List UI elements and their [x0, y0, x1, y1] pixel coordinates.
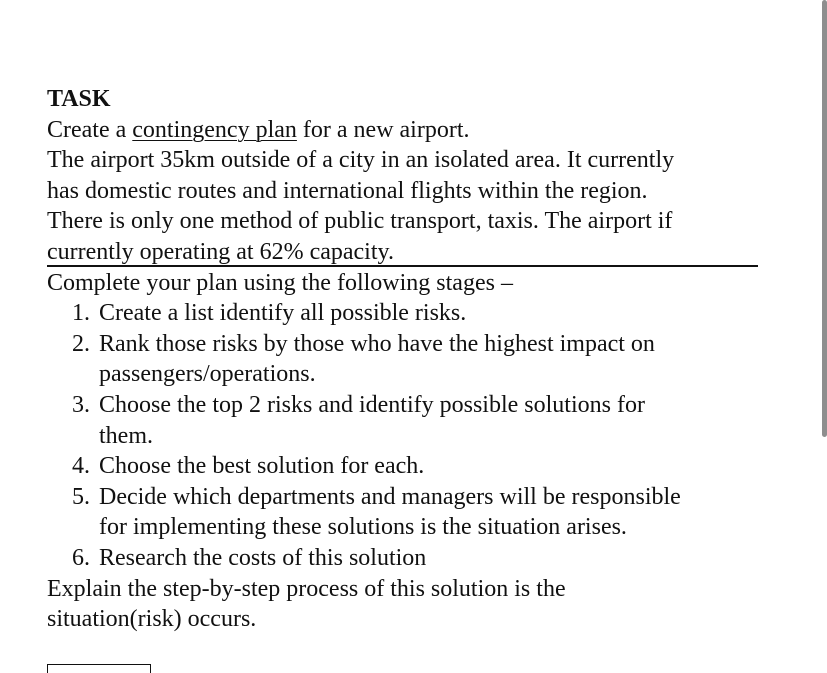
- stage-item: [47, 451, 759, 482]
- stage-text: Research the costs of this solution: [99, 544, 427, 571]
- intro-suffix: for a new airport.: [296, 116, 470, 143]
- stage-text: them.: [99, 422, 153, 449]
- stage-item: [47, 329, 759, 390]
- stage-item: [47, 390, 759, 451]
- closing-line: situation(risk) occurs.: [47, 606, 257, 633]
- stage-text: Create a list identify all possible risks.: [99, 300, 467, 327]
- task-intro: [47, 115, 759, 146]
- stage-number: 6.: [72, 544, 90, 571]
- stage-text: Choose the best solution for each.: [99, 453, 425, 480]
- stages-list: [47, 298, 759, 573]
- stage-text: for implementing these solutions is the situation arises.: [99, 514, 627, 541]
- stage-number: 5.: [72, 483, 90, 510]
- stage-text: Choose the top 2 risks and identify possible solutions for: [99, 391, 645, 418]
- partial-text-box: [47, 664, 151, 673]
- context-line: currently operating at 62% capacity.: [47, 238, 394, 265]
- context-line: There is only one method of public transport, taxis. The airport if: [47, 208, 673, 235]
- closing-line: Explain the step-by-step process of this solution is the: [47, 575, 566, 602]
- stage-text: passengers/operations.: [99, 361, 316, 388]
- stage-number: 2.: [72, 330, 90, 357]
- stage-item: [47, 543, 759, 574]
- stage-number: 1.: [72, 300, 90, 327]
- stage-number: 4.: [72, 453, 90, 480]
- stage-item: [47, 482, 759, 543]
- intro-prefix: Create a: [47, 116, 133, 143]
- stage-number: 3.: [72, 391, 90, 418]
- task-heading: TASK: [47, 86, 111, 112]
- stage-text: Rank those risks by those who have the highest impact on: [99, 330, 655, 357]
- stages-lead: Complete your plan using the following stages –: [47, 269, 513, 296]
- contingency-plan-link[interactable]: contingency plan: [132, 116, 297, 143]
- context-line: has domestic routes and international flights within the region.: [47, 177, 648, 204]
- stage-text: Decide which departments and managers will be responsible: [99, 483, 681, 510]
- stage-item: [47, 298, 759, 329]
- vertical-scrollbar[interactable]: [822, 0, 827, 437]
- task-document: [47, 84, 759, 635]
- context-line: The airport 35km outside of a city in an isolated area. It currently: [47, 147, 675, 174]
